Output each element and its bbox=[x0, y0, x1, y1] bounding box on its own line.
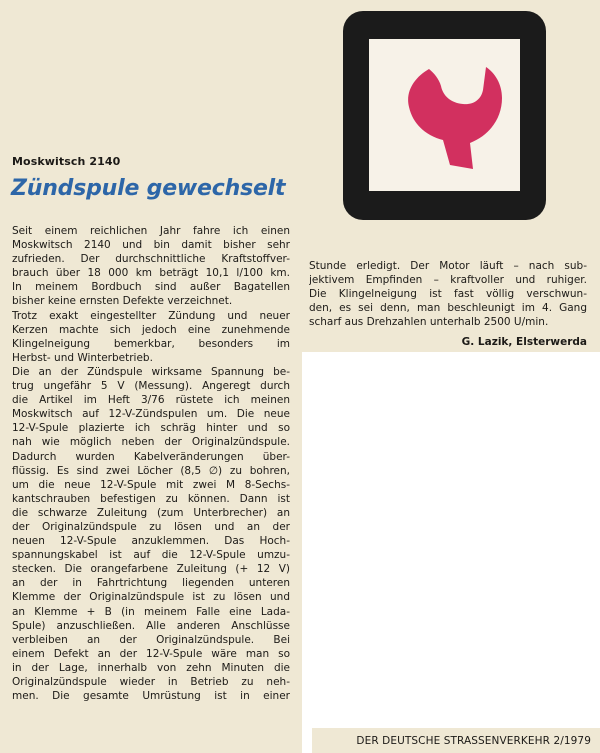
body-line: neuen 12-V-Spule anzuklemmen. Das Hoch- bbox=[12, 535, 290, 548]
article-headline: Zündspule gewechselt bbox=[11, 176, 286, 201]
body-line: um die neue 12-V-Spule mit zwei M 8-Sechs- bbox=[12, 478, 290, 491]
body-line: Herbst- und Winterbetrieb. bbox=[12, 351, 153, 364]
body-line: Trotz exakt eingestellter Zündung und neuer bbox=[12, 309, 290, 322]
body-line: Dadurch wurden Kabelveränderungen über- bbox=[12, 450, 290, 463]
body-line: Moskwitsch 2140 und bin damit bisher sehr bbox=[12, 239, 290, 252]
article-body-right bbox=[309, 259, 587, 329]
body-line: In meinem Bordbuch sind außer Bagatellen bbox=[12, 281, 290, 294]
body-line: bisher keine ernsten Defekte verzeichnet. bbox=[12, 295, 233, 308]
body-line: nah wie möglich neben der Originalzündspule. bbox=[12, 436, 290, 449]
body-line: flüssig. Es sind zwei Löcher (8,5 ∅) zu bohren, bbox=[12, 464, 290, 477]
body-line: men. Die gesamte Umrüstung ist in einer bbox=[12, 690, 290, 703]
body-line: Klemme der Originalzündspule ist zu lösen und bbox=[12, 591, 290, 604]
body-line: zufrieden. Der durchschnittliche Kraftstoffver- bbox=[12, 253, 290, 266]
article-kicker: Moskwitsch 2140 bbox=[12, 155, 121, 168]
body-line: verbleiben an der Originalzündspule. Bei bbox=[12, 633, 290, 646]
body-line: Klingelneigung bemerkbar, besonders im bbox=[12, 337, 290, 350]
body-line: einem Defekt an der 12-V-Spule wäre man so bbox=[12, 647, 290, 660]
body-line: stecken. Die orangefarbene Zuleitung (+ 12 V) bbox=[12, 563, 290, 576]
body-line: jektivem Empfinden – kraftvoller und ruhiger. bbox=[309, 274, 587, 287]
body-line: an der in Fahrtrichtung liegenden unteren bbox=[12, 577, 290, 590]
body-line: Kerzen machte sich jedoch eine zunehmende bbox=[12, 323, 290, 336]
body-line: Moskwitsch auf 12-V-Zündspulen um. Die neue bbox=[12, 408, 290, 421]
rubric-logo bbox=[343, 11, 546, 220]
body-line: Seit einem reichlichen Jahr fahre ich einen bbox=[12, 225, 290, 237]
body-line: 12-V-Spule plazierte ich schräg hinter und so bbox=[12, 422, 290, 435]
body-line: kantschrauben befestigen zu können. Dann ist bbox=[12, 492, 290, 505]
body-line: Die Klingelneigung ist fast völlig verschwun- bbox=[309, 288, 587, 301]
rubric-logo-inner bbox=[369, 39, 520, 191]
body-line: die schwarze Zuleitung (zum Unterbrecher) an bbox=[12, 506, 290, 519]
article-body-left bbox=[12, 224, 290, 703]
wrench-icon bbox=[369, 39, 520, 191]
body-line: an Klemme + B (in meinem Falle eine Lada- bbox=[12, 605, 290, 618]
body-line: Stunde erledigt. Der Motor läuft – nach sub- bbox=[309, 260, 587, 272]
body-line: brauch über 18 000 km beträgt 10,1 l/100 km. bbox=[12, 267, 290, 280]
body-line: in der Lage, innerhalb von zehn Minuten die bbox=[12, 661, 290, 674]
body-line: den, es sei denn, man beschleunigt im 4. Gang bbox=[309, 302, 587, 315]
body-line: scharf aus Drehzahlen unterhalb 2500 U/min. bbox=[309, 316, 549, 329]
body-line: Die an der Zündspule wirksame Spannung be- bbox=[12, 365, 290, 378]
body-line: Spule) anzuschließen. Alle anderen Anschlüsse bbox=[12, 619, 290, 632]
body-line: Originalzündspule wieder in Betrieb zu neh- bbox=[12, 676, 290, 688]
body-line: trug ungefähr 5 V (Messung). Angeregt durch bbox=[12, 380, 290, 393]
author-signature: G. Lazik, Elsterwerda bbox=[461, 336, 587, 348]
publication-footer: DER DEUTSCHE STRASSENVERKEHR 2/1979 bbox=[356, 735, 591, 747]
body-line: spannungskabel ist auf die 12-V-Spule umzu- bbox=[12, 549, 290, 562]
body-line: der Originalzündspule zu lösen und an der bbox=[12, 520, 290, 533]
body-line: die Artikel im Heft 3/76 rüstete ich meinen bbox=[12, 394, 290, 407]
